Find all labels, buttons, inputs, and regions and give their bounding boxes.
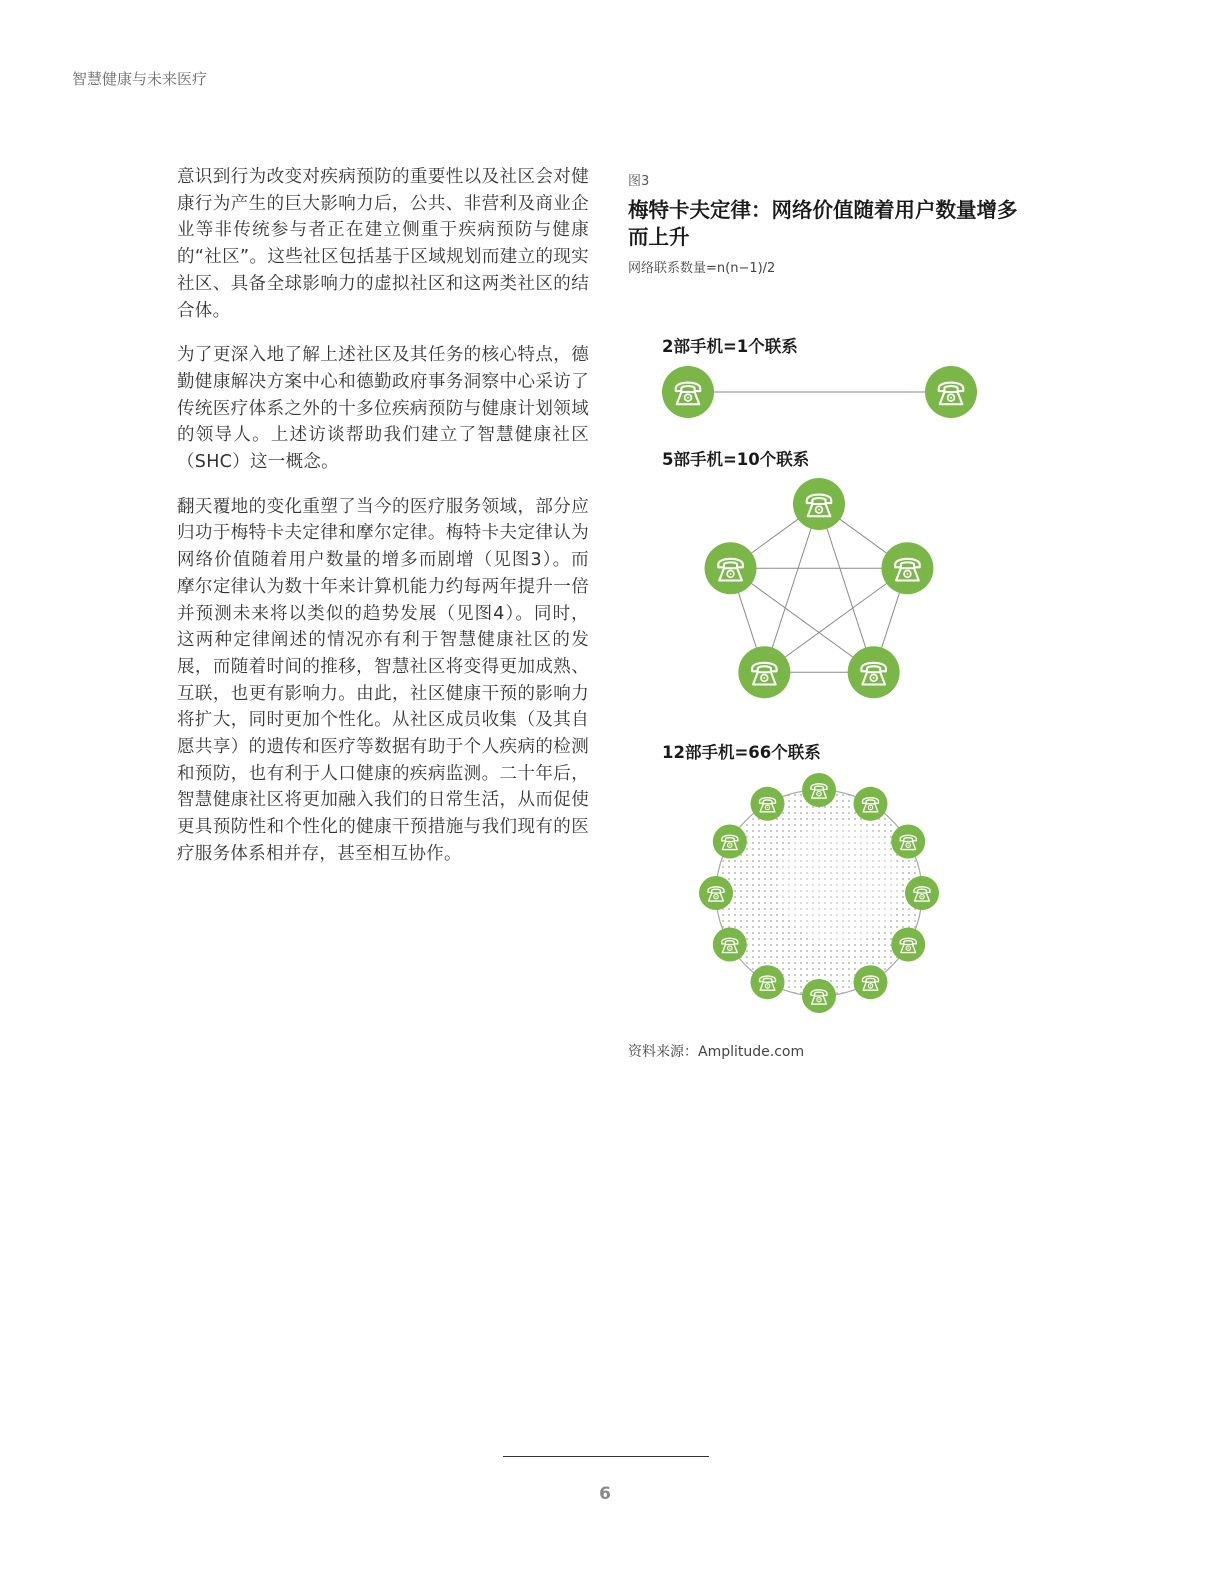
telephone-icon <box>713 928 747 962</box>
running-header: 智慧健康与未来医疗 <box>72 70 208 88</box>
telephone-icon <box>662 366 714 418</box>
network-12-label: 12部手机=66个联系 <box>662 743 821 762</box>
paragraph: 意识到行为改变对疾病预防的重要性以及社区会对健康行为产生的巨大影响力后，公共、非营利及商业企业等非传统参与者正在建立侧重于疾病预防与健康的“社区”。这些社区包括基于区域规划而建立的现实社区、具备全球影响力的虚拟社区和这两类社区的结合体。 <box>177 167 589 321</box>
telephone-icon <box>705 542 757 594</box>
globe-background <box>716 790 922 996</box>
telephone-icon <box>854 787 888 821</box>
telephone-icon <box>751 787 785 821</box>
connection-line <box>764 504 819 672</box>
telephone-icon <box>854 965 888 999</box>
telephone-icon <box>751 965 785 999</box>
telephone-icon <box>738 646 790 698</box>
telephone-icon <box>802 773 836 807</box>
network-2-label: 2部手机=1个联系 <box>662 337 798 356</box>
connection-line <box>819 504 874 672</box>
telephone-icon <box>699 876 733 910</box>
footer-divider <box>503 1456 709 1457</box>
telephone-icon <box>713 825 747 859</box>
telephone-icon <box>802 979 836 1013</box>
figure-label: 图3 <box>628 174 650 189</box>
paragraph: 翻天覆地的变化重塑了当今的医疗服务领域，部分应归功于梅特卡夫定律和摩尔定律。梅特卡夫定律认为网络价值随着用户数量的增多而剧增（见图3）。而摩尔定律认为数十年来计算机能力约每两年提升一倍并预测未来将以类似的趋势发展（见图4）。同时，这两种定律阐述的情况亦有利于智慧健康社区的发展，而随着时间的推移，智慧社区将变得更加成熟、互联，也更有影响力。由此，社区健康干预的影响力将扩大，同时更加个性化。从社区成员收集（及其自愿共享）的遗传和医疗等数据有助于个人疾病的检测和预防，也有利于人口健康的疾病监测。二十年后，智慧健康社区将更加融入我们的日常生活，从而促使更具预防性和个性化的健康干预措施与我们现有的医疗服务体系相并存，甚至相互协作。 <box>177 496 589 864</box>
telephone-icon <box>925 366 977 418</box>
network-5-label: 5部手机=10个联系 <box>662 450 810 469</box>
figure-source: 资料来源：Amplitude.com <box>628 1044 805 1060</box>
telephone-icon <box>905 876 939 910</box>
figure-title: 梅特卡夫定律：网络价值随着用户数量增多而上升 <box>628 198 1018 249</box>
telephone-icon <box>891 825 925 859</box>
figure-formula: 网络联系数量=n(n−1)/2 <box>628 261 776 276</box>
telephone-icon <box>881 542 933 594</box>
telephone-icon <box>891 928 925 962</box>
telephone-icon <box>848 646 900 698</box>
telephone-icon <box>793 478 845 530</box>
paragraph: 为了更深入地了解上述社区及其任务的核心特点，德勤健康解决方案中心和德勤政府事务洞察中心采访了传统医疗体系之外的十多位疾病预防与健康计划领域的领导人。上述访谈帮助我们建立了智慧健康社区（SHC）这一概念。 <box>177 345 589 473</box>
page-number: 6 <box>599 1484 611 1504</box>
